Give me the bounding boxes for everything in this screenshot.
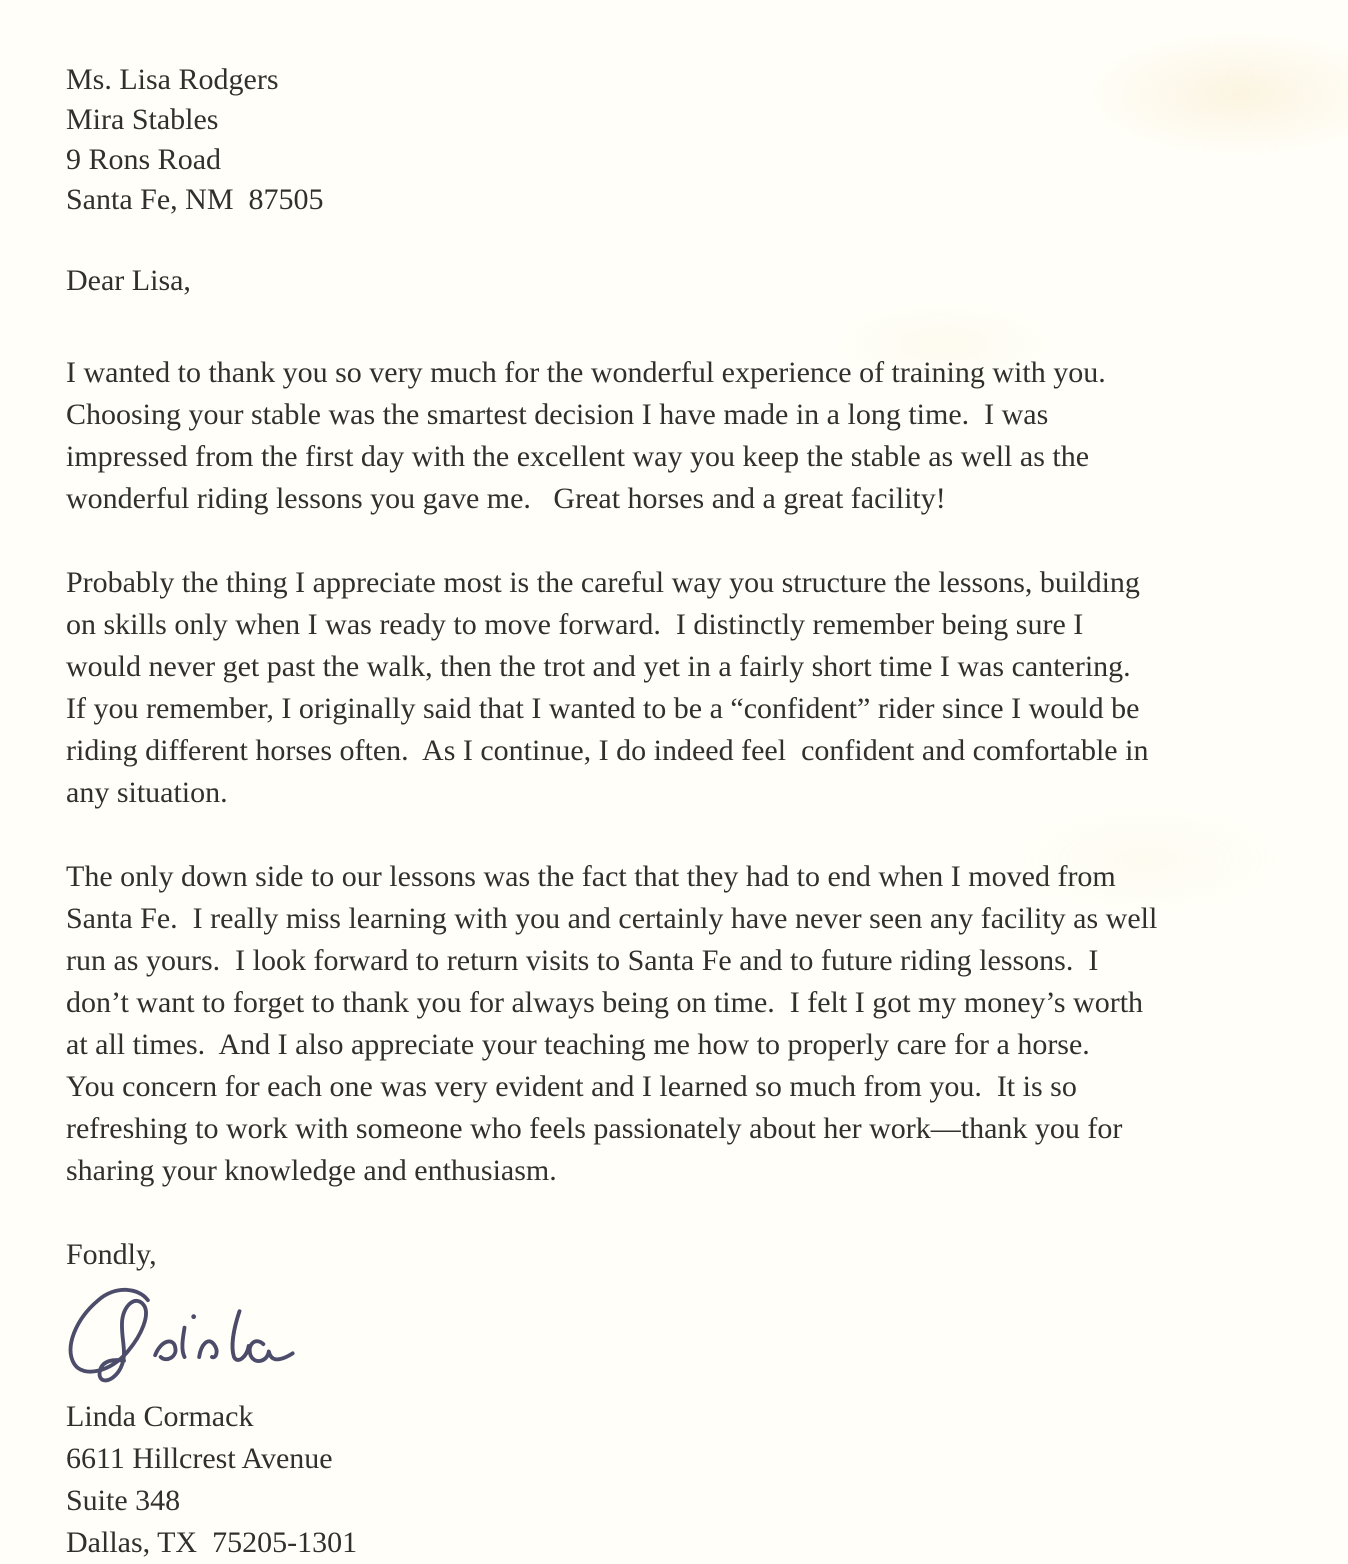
sender-address-line: Linda Cormack (66, 1400, 254, 1433)
paragraph-text-line: Probably the thing I appreciate most is the careful way you structure the lessons, building (66, 566, 1140, 599)
recipient-address-line: Ms. Lisa Rodgers (66, 63, 279, 96)
recipient-address-line: Santa Fe, NM 87505 (66, 183, 324, 216)
sender-address-line: Dallas, TX 75205-1301 (66, 1526, 358, 1559)
paragraph-text-line: If you remember, I originally said that I wanted to be a “confident” rider since I would be (66, 692, 1140, 725)
body-paragraph-3 (66, 856, 1318, 1192)
closing-valediction: Fondly, (66, 1238, 157, 1271)
paragraph-text-line: would never get past the walk, then the trot and yet in a fairly short time I was cantering. (66, 650, 1131, 683)
sender-address (66, 1396, 1318, 1564)
paragraph-text-line: any situation. (66, 776, 228, 809)
paragraph-text-line: sharing your knowledge and enthusiasm. (66, 1154, 557, 1187)
recipient-address-line: 9 Rons Road (66, 143, 222, 176)
paragraph-text-line: on skills only when I was ready to move forward. I distinctly remember being sure I (66, 608, 1084, 641)
paragraph-text-line: Choosing your stable was the smartest decision I have made in a long time. I was (66, 398, 1049, 431)
paragraph-text-line: wonderful riding lessons you gave me. Great horses and a great facility! (66, 482, 946, 515)
sender-address-line: Suite 348 (66, 1484, 181, 1517)
body-paragraph-1 (66, 352, 1318, 520)
recipient-address-line: Mira Stables (66, 103, 219, 136)
salutation: Dear Lisa, (66, 264, 191, 297)
recipient-address (66, 60, 1318, 220)
sender-address-line: 6611 Hillcrest Avenue (66, 1442, 333, 1475)
paragraph-text-line: impressed from the first day with the excellent way you keep the stable as well as the (66, 440, 1090, 473)
paragraph-text-line: You concern for each one was very evident and I learned so much from you. It is so (66, 1070, 1077, 1103)
paragraph-text-line: refreshing to work with someone who feels passionately about her work—thank you for (66, 1112, 1123, 1145)
paragraph-text-line: The only down side to our lessons was the fact that they had to end when I moved from (66, 860, 1116, 893)
body-paragraph-2 (66, 562, 1318, 814)
paragraph-text-line: riding different horses often. As I continue, I do indeed feel confident and comfortable in (66, 734, 1149, 767)
signature-ink-strokes (54, 1280, 304, 1390)
paragraph-text-line: at all times. And I also appreciate your teaching me how to properly care for a horse. (66, 1028, 1090, 1061)
handwritten-signature (54, 1280, 1318, 1390)
paragraph-text-line: don’t want to forget to thank you for always being on time. I felt I got my money’s worth (66, 986, 1144, 1019)
paragraph-text-line: I wanted to thank you so very much for the wonderful experience of training with you. (66, 356, 1106, 389)
paragraph-text-line: Santa Fe. I really miss learning with you and certainly have never seen any facility as well (66, 902, 1158, 935)
paragraph-text-line: run as yours. I look forward to return visits to Santa Fe and to future riding lessons. I (66, 944, 1099, 977)
